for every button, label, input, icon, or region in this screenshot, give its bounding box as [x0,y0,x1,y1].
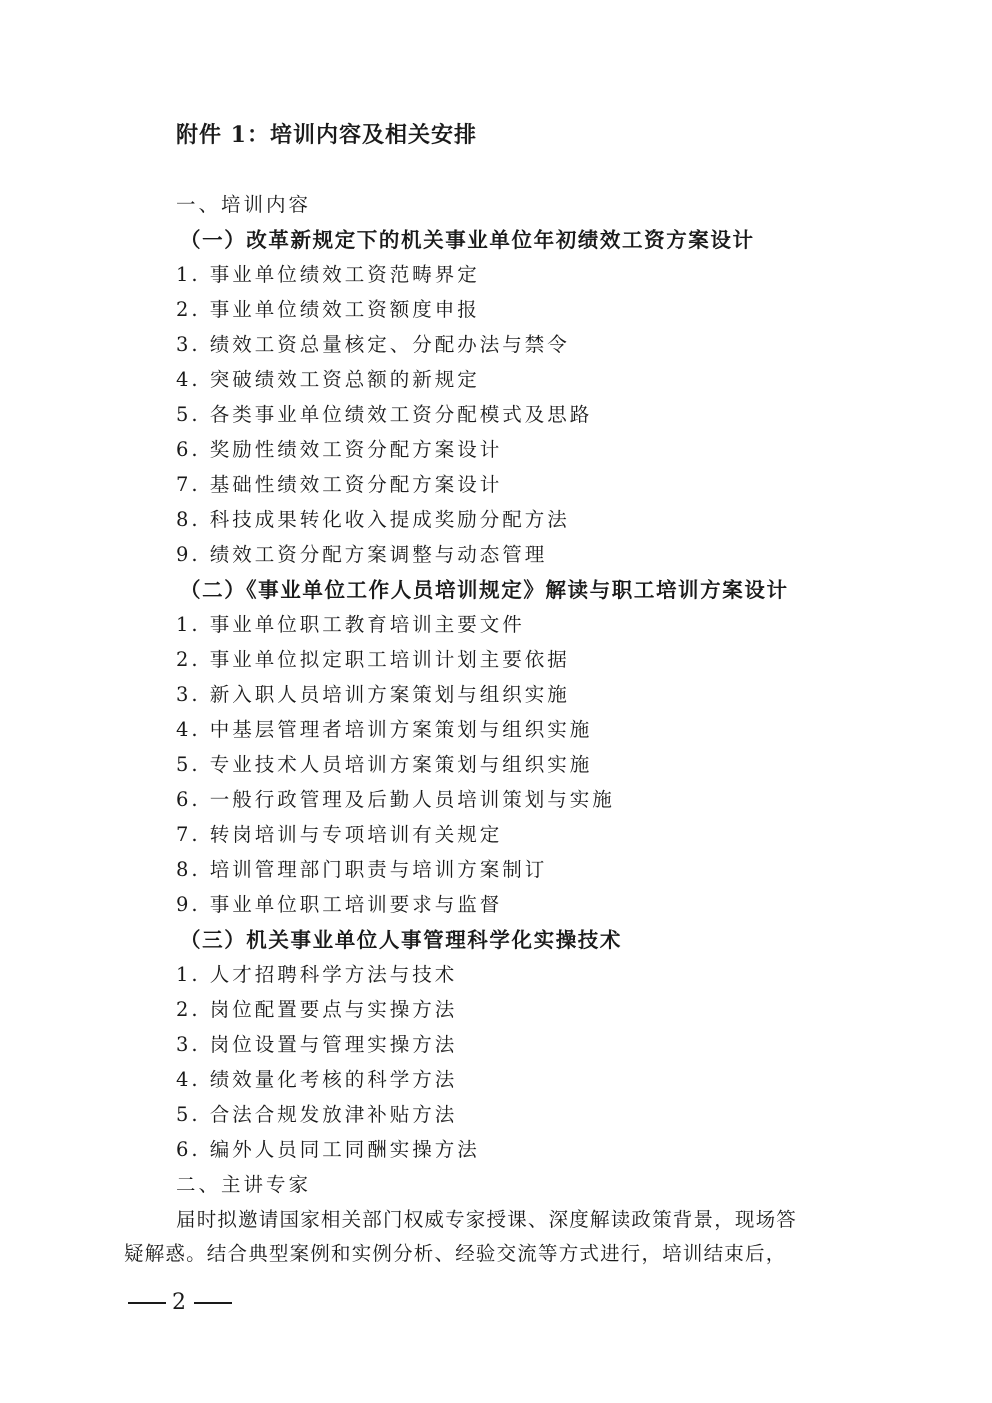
section-1-label: 一、培训内容 [176,193,312,216]
group-3-heading: （三）机关事业单位人事管理科学化实操技术 [180,928,622,952]
paragraph-line: 疑解惑。结合典型案例和实例分析、经验交流等方式进行，培训结束后， [124,1242,787,1265]
list-item: 2. 岗位配置要点与实操方法 [176,998,458,1021]
list-item: 5. 合法合规发放津补贴方法 [176,1103,458,1126]
page-number-value: 2 [172,1290,188,1315]
list-item: 5. 各类事业单位绩效工资分配模式及思路 [176,403,593,426]
list-item: 6. 奖励性绩效工资分配方案设计 [176,438,503,461]
list-item: 7. 基础性绩效工资分配方案设计 [176,473,503,496]
list-item: 4. 绩效量化考核的科学方法 [176,1068,458,1091]
list-item: 1. 事业单位职工教育培训主要文件 [176,613,525,636]
list-item: 1. 事业单位绩效工资范畴界定 [176,263,480,286]
dash-right [194,1302,232,1304]
group-1-heading: （一）改革新规定下的机关事业单位年初绩效工资方案设计 [180,228,755,252]
list-item: 1. 人才招聘科学方法与技术 [176,963,458,986]
list-item: 8. 科技成果转化收入提成奖励分配方法 [176,508,570,531]
list-item: 3. 岗位设置与管理实操方法 [176,1033,458,1056]
list-item: 9. 事业单位职工培训要求与监督 [176,893,503,916]
list-item: 2. 事业单位绩效工资额度申报 [176,298,480,321]
section-2-paragraph [124,1203,876,1271]
list-item: 9. 绩效工资分配方案调整与动态管理 [176,543,548,566]
dash-left [128,1302,166,1304]
list-item: 4. 突破绩效工资总额的新规定 [176,368,480,391]
attachment-title: 附件 1：培训内容及相关安排 [176,122,477,148]
paragraph-line: 届时拟邀请国家相关部门权威专家授课、深度解读政策背景，现场答 [176,1208,798,1231]
page-number [122,1290,238,1315]
section-2-label: 二、主讲专家 [176,1173,312,1196]
group-2-heading: （二）《事业单位工作人员培训规定》解读与职工培训方案设计 [180,578,789,602]
list-item: 5. 专业技术人员培训方案策划与组织实施 [176,753,593,776]
list-item: 8. 培训管理部门职责与培训方案制订 [176,858,548,881]
list-item: 3. 绩效工资总量核定、分配办法与禁令 [176,333,570,356]
list-item: 6. 编外人员同工同酬实操方法 [176,1138,480,1161]
list-item: 2. 事业单位拟定职工培训计划主要依据 [176,648,570,671]
list-item: 4. 中基层管理者培训方案策划与组织实施 [176,718,593,741]
list-item: 3. 新入职人员培训方案策划与组织实施 [176,683,570,706]
list-item: 7. 转岗培训与专项培训有关规定 [176,823,503,846]
list-item: 6. 一般行政管理及后勤人员培训策划与实施 [176,788,615,811]
